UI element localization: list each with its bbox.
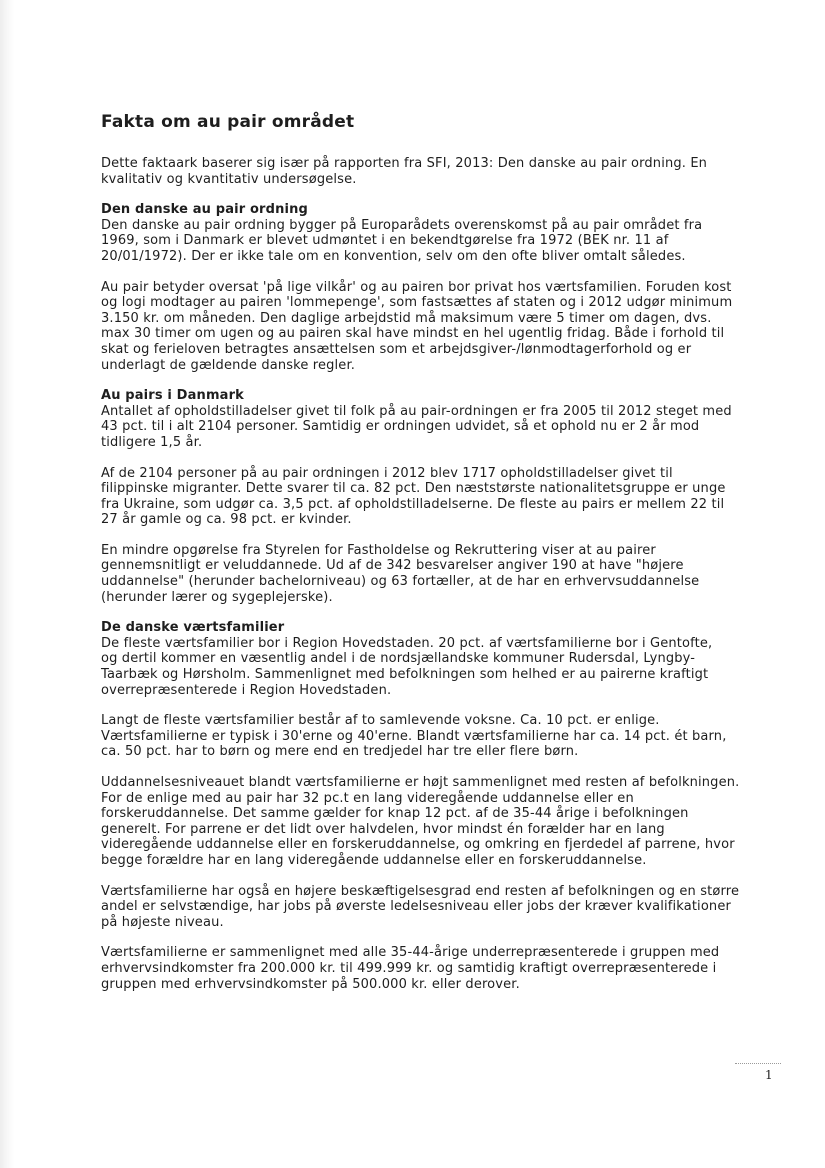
intro-paragraph: Dette faktaark baserer sig især på rapporten fra SFI, 2013: Den danske au pair ordning. En kvalitativ og kvantitativ undersøgelse.: [101, 156, 708, 187]
section-vaertsfamilier: [101, 620, 741, 992]
section-paragraph: Uddannelsesniveauet blandt værtsfamilierne er højt sammenlignet med resten af befolkningen. For de enlige med au pair har 32 pc.t en lang videregående uddannelse eller en forskeruddannelse. Det samme gælder for knap 12 pct. af de 35-44 årige i befolkningen generelt. For parrene er det lidt over halvdelen, hvor mindst én forælder har en lang videregående uddannelse eller en forskeruddannelse, og omkring en fjerdedel af parrene, hvor begge forældre har en lang videregående uddannelse eller en forskeruddannelse.: [101, 775, 740, 868]
section-paragraph: Au pair betyder oversat 'på lige vilkår' og au pairen bor privat hos værtsfamilien. Foruden kost og logi modtager au pairen 'lommepenge', som fastsættes af staten og i 2012 udgør minimum 3.150 kr. om måneden. Den daglige arbejdstid må maksimum være 5 timer om dagen, dvs. max 30 timer om ugen og au pairen skal have mindst en hel ugentlig fridag. Både i forhold til skat og ferieloven betragtes ansættelsen som et arbejdsgiver-/lønmodtagerforhold og er underlagt de gældende danske regler.: [101, 279, 733, 373]
section-paragraph: Værtsfamilierne har også en højere beskæftigelsesgrad end resten af befolkningen og en større andel er selvstændige, har jobs på øverste ledelsesniveau eller jobs der kræver kvalifikationer på højeste niveau.: [101, 883, 740, 930]
section-paragraph: Antallet af opholdstilladelser givet til folk på au pair-ordningen er fra 2005 til 2012 steget med 43 pct. til i alt 2104 personer. Samtidig er ordningen udvidet, så et ophold nu er 2 år mod tidligere 1,5 år.: [101, 403, 732, 450]
section-paragraph: Værtsfamilierne er sammenlignet med alle 35-44-årige underrepræsenterede i gruppen med erhvervsindkomster fra 200.000 kr. til 499.999 kr. og samtidig kraftigt overrepræsenterede i gruppen med erhvervsindkomster på 500.000 kr. eller derover.: [101, 945, 720, 992]
section-paragraph: Af de 2104 personer på au pair ordningen i 2012 blev 1717 opholdstilladelser givet til filippinske migranter. Dette svarer til ca. 82 pct. Den næststørste nationalitetsgruppe er unge fra Ukraine, som udgør ca. 3,5 pct. af opholdstilladelserne. De fleste au pairs er mellem 22 til 27 år gamle og ca. 98 pct. er kvinder.: [101, 465, 726, 528]
document-content: [101, 110, 741, 1007]
section-heading: Au pairs i Danmark: [101, 388, 244, 404]
scan-edge-shadow: [0, 0, 14, 1168]
section-heading: De danske værtsfamilier: [101, 620, 285, 636]
section-paragraph: De fleste værtsfamilier bor i Region Hovedstaden. 20 pct. af værtsfamilierne bor i Gentofte, og dertil kommer en væsentlig andel i de nordsjællandske kommuner Rudersdal, Lyngby- Taarbæk og Hørsholm. Sammenlignet med befolkningen som helhed er au pairerne kraftigt overrepræsenterede i Region Hovedstaden.: [101, 635, 713, 698]
section-au-pairs-i-danmark: [101, 388, 741, 605]
section-paragraph: Langt de fleste værtsfamilier består af to samlevende voksne. Ca. 10 pct. er enlige. Værtsfamilierne er typisk i 30'erne og 40'erne. Blandt værtsfamilierne har ca. 14 pct. ét barn, ca. 50 pct. har to børn og mere end en tredjedel har tre eller flere børn.: [101, 713, 727, 760]
document-title: Fakta om au pair området: [101, 112, 355, 132]
section-au-pair-ordning: [101, 202, 741, 373]
footer-rule: [735, 1063, 781, 1064]
section-paragraph: En mindre opgørelse fra Styrelen for Fastholdelse og Rekruttering viser at au pairer gennemsnitligt er veluddannede. Ud af de 342 besvarelser angiver 190 at have "højere uddannelse" (herunder bachelorniveau) og 63 fortæller, at de har en erhvervsuddannelse (herunder lærer og sygeplejerske).: [101, 542, 700, 605]
page-number: 1: [765, 1068, 773, 1082]
section-paragraph: Den danske au pair ordning bygger på Europarådets overenskomst på au pair området fra 1969, som i Danmark er blevet udmøntet i en bekendtgørelse fra 1972 (BEK nr. 11 af 20/01/1972). Der er ikke tale om en konvention, selv om den ofte bliver omtalt således.: [101, 217, 703, 264]
section-heading: Den danske au pair ordning: [101, 202, 308, 218]
